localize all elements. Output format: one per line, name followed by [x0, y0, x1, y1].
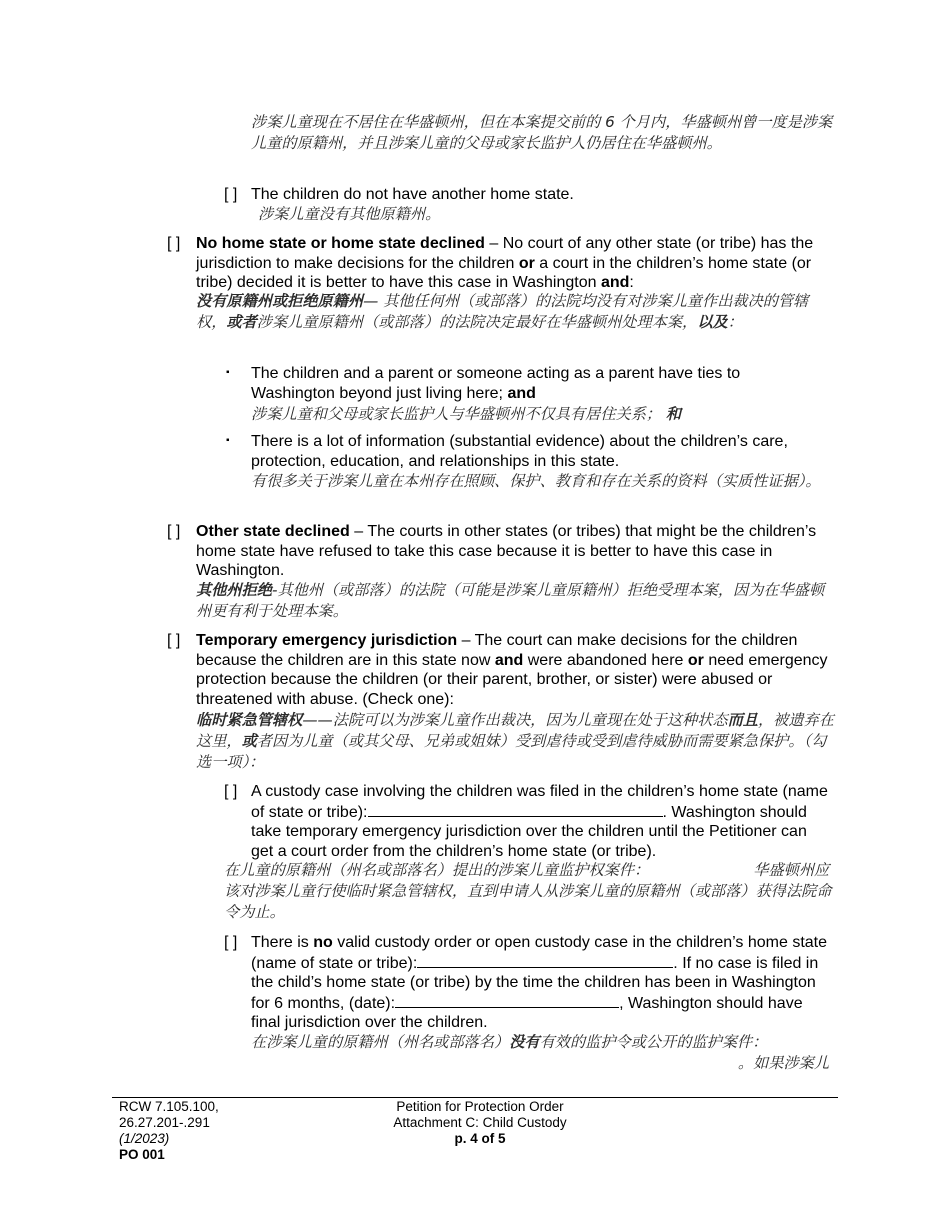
ties-to-washington-text: The children and a parent or someone acting as a parent have ties to Washington beyond just living here; and: [251, 365, 741, 402]
bullet-icon: ▪: [226, 367, 230, 378]
home-state-name-field[interactable]: [368, 802, 663, 817]
temporary-emergency-title: Temporary emergency jurisdiction: [196, 632, 458, 649]
checkbox-other-state-declined[interactable]: [ ]: [167, 523, 181, 540]
no-custody-order-zh: 在涉案儿童的原籍州（州名或部落名）没有有效的监护令或公开的监护案件：: [251, 1033, 768, 1051]
intro-zh-text: 涉案儿童现在不居住在华盛顿州，但在本案提交前的 6 个月内，华盛顿州曾一度是涉案儿童的原籍州，并且涉案儿童的父母或家长监护人仍居住在华盛顿州。: [251, 113, 833, 152]
checkbox-custody-case-filed[interactable]: [ ]: [224, 783, 238, 800]
substantial-evidence-zh: 有很多关于涉案儿童在本州存在照顾、保护、教育和存在关系的资料（实质性证据）。: [251, 472, 821, 490]
home-state-name-field-2[interactable]: [417, 953, 673, 968]
checkbox-temporary-emergency[interactable]: [ ]: [167, 632, 181, 649]
footer-divider: [112, 1097, 838, 1098]
other-state-declined-title: Other state declined: [196, 523, 350, 540]
no-other-home-state-zh: 涉案儿童没有其他原籍州。: [258, 205, 441, 223]
no-custody-order-zh-cont: 。如果涉案儿: [737, 1054, 829, 1072]
no-other-home-state-text: The children do not have another home state.: [251, 186, 574, 203]
checkbox-no-other-home-state[interactable]: [ ]: [224, 186, 238, 203]
other-state-declined-text: Other state declined – The courts in other states (or tribes) that might be the children’s home state have refused to take this case because it is better to have this case in Washington.: [196, 523, 817, 580]
footer-statute: RCW 7.105.100, 26.27.201-.291 (1/2023) PO 001: [119, 1099, 219, 1162]
checkbox-no-home-state[interactable]: [ ]: [167, 235, 181, 252]
temporary-emergency-text: Temporary emergency jurisdiction – The court can make decisions for the children because the children are in this state now and were abandoned here or need emergency protection because the children (or their parent, brother, or sister) were abused or threatened with abuse. (Check one):: [196, 632, 828, 708]
ties-to-washington-zh: 涉案儿童和父母或家长监护人与华盛顿州不仅具有居住关系； 和: [251, 405, 682, 423]
page-number: p. 4 of 5: [454, 1131, 506, 1146]
no-home-state-title: No home state or home state declined: [196, 235, 485, 252]
custody-case-filed-text: A custody case involving the children was filed in the children’s home state (name of state or tribe): . Washington should take temporary emergency jurisdiction over the children until the Petitioner can get a court order from the children’s home state (or tribe).: [251, 783, 828, 860]
footer-title: Petition for Protection Order Attachment C: Child Custody p. 4 of 5: [340, 1099, 620, 1147]
no-custody-order-text: There is no valid custody order or open custody case in the children’s home state (name of state or tribe): . If no case is filed in the child’s home state (or tribe) by the time the children has been in Washington for 6 months, (date): , Washington should have final jurisdiction over the children.: [251, 934, 827, 1032]
checkbox-no-custody-order[interactable]: [ ]: [224, 934, 238, 951]
temporary-emergency-zh: 临时紧急管辖权——法院可以为涉案儿童作出裁决，因为儿童现在处于这种状态而且，被遗弃在这里，或者因为儿童（或其父母、兄弟或姐妹）受到虐待或受到虐待威胁而需要紧急保护。（勾选一项）：: [196, 711, 834, 771]
date-field[interactable]: [395, 993, 619, 1008]
bullet-icon: ▪: [226, 435, 230, 446]
no-home-state-zh: 没有原籍州或拒绝原籍州— 其他任何州（或部落）的法院均没有对涉案儿童作出裁决的管辖权，或者涉案儿童原籍州（或部落）的法院决定最好在华盛顿州处理本案，以及：: [196, 292, 809, 331]
substantial-evidence-text: There is a lot of information (substantial evidence) about the children’s care, protection, education, and relationships in this state.: [251, 433, 788, 470]
custody-case-filed-zh: 在儿童的原籍州（州名或部落名）提出的涉案儿童监护权案件： 华盛顿州应该对涉案儿童行使临时紧急管辖权，直到申请人从涉案儿童的原籍州（或部落）获得法院命令为止。: [224, 861, 832, 921]
no-home-state-text: No home state or home state declined – No court of any other state (or tribe) has the jurisdiction to make decisions for the children or a court in the children’s home state (or tribe) decided it is better to have this case in Washington and:: [196, 235, 814, 292]
other-state-declined-zh: 其他州拒绝-其他州（或部落）的法院（可能是涉案儿童原籍州）拒绝受理本案，因为在华盛顿州更有利于处理本案。: [196, 581, 825, 620]
